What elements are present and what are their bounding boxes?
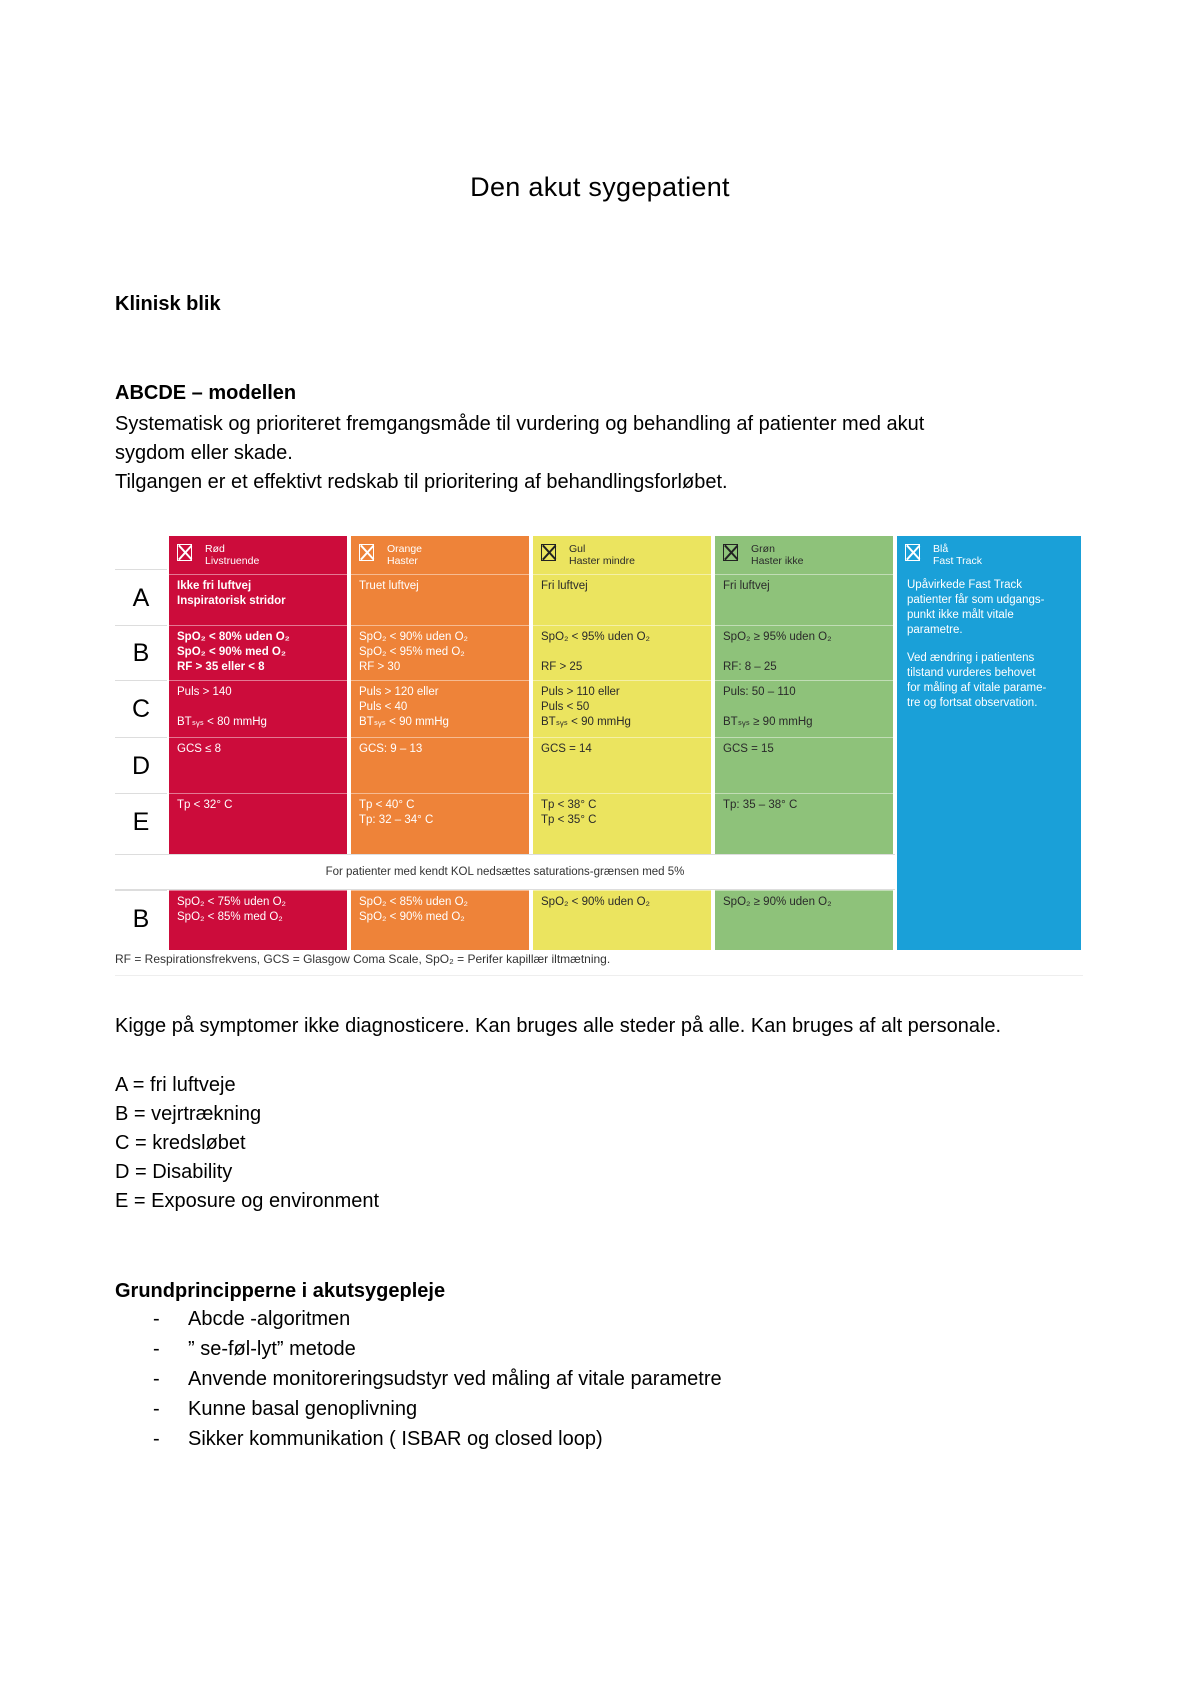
row-letter-b-kol: B bbox=[115, 890, 167, 946]
abcde-line-2: sygdom eller skade. bbox=[115, 442, 293, 464]
checkbox-icon bbox=[905, 544, 920, 561]
cell-orange-b-kol bbox=[351, 890, 529, 950]
cell-yellow-b-kol bbox=[533, 890, 711, 950]
cell-line: BTₛᵧₛ ≥ 90 mmHg bbox=[723, 716, 813, 728]
cell-green-b-kol bbox=[715, 890, 893, 950]
column-subtitle: Haster bbox=[387, 555, 418, 567]
cell-green-b bbox=[715, 625, 893, 680]
cell-line: Tp < 35° C bbox=[541, 814, 597, 826]
fast-track-line: tilstand vurderes behovet bbox=[907, 667, 1036, 679]
cell-line: Fri luftvej bbox=[723, 580, 770, 592]
abcde-description bbox=[115, 410, 924, 497]
abc-item: B = vejrtrækning bbox=[115, 1103, 262, 1125]
grund-heading: Grundprincipperne i akutsygepleje bbox=[115, 1280, 446, 1302]
cell-line: SpO₂ < 75% uden O₂ bbox=[177, 896, 286, 908]
row-letter-b: B bbox=[115, 625, 167, 680]
column-header-yellow bbox=[533, 536, 711, 574]
cell-line: SpO₂ < 95% uden O₂ bbox=[541, 631, 650, 643]
cell-line: Tp: 35 – 38° C bbox=[723, 799, 798, 811]
abc-item: A = fri luftveje bbox=[115, 1074, 236, 1096]
cell-yellow-d bbox=[533, 737, 711, 793]
list-item: - ” se-føl-lyt” metode bbox=[115, 1334, 722, 1364]
triage-column-blue bbox=[897, 536, 1081, 950]
checkbox-icon bbox=[177, 544, 192, 561]
cell-red-b bbox=[169, 625, 347, 680]
row-letter-a: A bbox=[115, 569, 167, 625]
cell-line: Puls < 40 bbox=[359, 701, 408, 713]
klinisk-blik-heading: Klinisk blik bbox=[115, 293, 221, 315]
cell-line: Puls: 50 – 110 bbox=[723, 686, 796, 698]
cell-line: Puls > 140 bbox=[177, 686, 232, 698]
column-subtitle: Fast Track bbox=[933, 555, 983, 567]
fast-track-line: parametre. bbox=[907, 624, 963, 636]
cell-red-b-kol bbox=[169, 890, 347, 950]
column-name: Orange bbox=[387, 543, 423, 555]
checkbox-icon bbox=[541, 544, 556, 561]
abc-item: D = Disability bbox=[115, 1161, 233, 1183]
column-subtitle: Livstruende bbox=[205, 555, 260, 567]
cell-line: BTₛᵧₛ < 90 mmHg bbox=[541, 716, 631, 728]
cell-line: GCS = 14 bbox=[541, 743, 592, 755]
fast-track-line: for måling af vitale parame- bbox=[907, 682, 1047, 694]
cell-line: Truet luftvej bbox=[359, 580, 419, 592]
list-item: - Anvende monitoreringsudstyr ved måling af vitale parametre bbox=[115, 1364, 722, 1394]
fast-track-text bbox=[897, 578, 1056, 711]
abc-item: E = Exposure og environment bbox=[115, 1190, 380, 1212]
cell-line: Puls > 120 eller bbox=[359, 686, 439, 698]
cell-red-e bbox=[169, 793, 347, 854]
row-letter-e: E bbox=[115, 793, 167, 850]
cell-yellow-e bbox=[533, 793, 711, 854]
cell-line: SpO₂ < 90% uden O₂ bbox=[541, 896, 650, 908]
cell-line: GCS = 15 bbox=[723, 743, 774, 755]
grund-list bbox=[115, 1304, 722, 1454]
cell-green-d bbox=[715, 737, 893, 793]
abcde-heading: ABCDE – modellen bbox=[115, 382, 297, 404]
spacer bbox=[907, 638, 1046, 651]
triage-table bbox=[115, 536, 1081, 976]
column-name: Rød bbox=[205, 543, 225, 555]
cell-red-a bbox=[169, 574, 347, 625]
row-letter-d: D bbox=[115, 737, 167, 793]
divider bbox=[115, 975, 1083, 976]
column-subtitle: Haster ikke bbox=[751, 555, 804, 567]
kigge-paragraph bbox=[115, 1012, 1001, 1041]
cell-line: SpO₂ < 95% med O₂ bbox=[359, 646, 465, 658]
cell-yellow-b bbox=[533, 625, 711, 680]
column-header-blue bbox=[897, 536, 1081, 574]
cell-line: SpO₂ < 90% med O₂ bbox=[359, 911, 465, 923]
fast-track-line: Ved ændring i patientens bbox=[907, 652, 1035, 664]
column-header-red bbox=[169, 536, 347, 574]
abc-item: C = kredsløbet bbox=[115, 1132, 246, 1154]
cell-green-a bbox=[715, 574, 893, 625]
abcde-line-3: Tilgangen er et effektivt redskab til prioritering af behandlingsforløbet. bbox=[115, 471, 728, 493]
list-item: - Abcde -algoritmen bbox=[115, 1304, 722, 1334]
cell-red-c bbox=[169, 680, 347, 737]
cell-green-e bbox=[715, 793, 893, 854]
cell-orange-e bbox=[351, 793, 529, 854]
cell-line: GCS ≤ 8 bbox=[177, 743, 222, 755]
cell-line: SpO₂ < 85% med O₂ bbox=[177, 911, 283, 923]
fast-track-line: punkt ikke målt vitale bbox=[907, 609, 1014, 621]
cell-line: SpO₂ < 80% uden O₂ bbox=[177, 631, 290, 643]
cell-line: SpO₂ < 90% med O₂ bbox=[177, 646, 286, 658]
cell-line: Ikke fri luftvej bbox=[177, 580, 252, 592]
abcde-line-1: Systematisk og prioriteret fremgangsmåde til vurdering og behandling af patienter med akut bbox=[115, 413, 925, 435]
column-header-green bbox=[715, 536, 893, 574]
column-subtitle: Haster mindre bbox=[569, 555, 635, 567]
cell-orange-a bbox=[351, 574, 529, 625]
cell-orange-b bbox=[351, 625, 529, 680]
kol-note: For patienter med kendt KOL nedsættes saturations-grænsen med 5% bbox=[115, 854, 895, 890]
page-title: Den akut sygepatient bbox=[470, 172, 730, 202]
checkbox-icon bbox=[723, 544, 738, 561]
cell-line: GCS: 9 – 13 bbox=[359, 743, 423, 755]
kigge-text: Kigge på symptomer ikke diagnosticere. Kan bruges alle steder på alle. Kan bruges af alt personale. bbox=[115, 1015, 1002, 1037]
cell-line: Tp < 38° C bbox=[541, 799, 597, 811]
row-letter-c: C bbox=[115, 680, 167, 737]
cell-red-d bbox=[169, 737, 347, 793]
column-name: Blå bbox=[933, 543, 949, 555]
cell-line: RF > 30 bbox=[359, 661, 401, 673]
column-name: Grøn bbox=[751, 543, 775, 555]
cell-yellow-c bbox=[533, 680, 711, 737]
column-header-orange bbox=[351, 536, 529, 574]
cell-yellow-a bbox=[533, 574, 711, 625]
cell-orange-c bbox=[351, 680, 529, 737]
cell-line: Tp < 32° C bbox=[177, 799, 233, 811]
cell-line: SpO₂ ≥ 95% uden O₂ bbox=[723, 631, 832, 643]
cell-line: SpO₂ ≥ 90% uden O₂ bbox=[723, 896, 832, 908]
fast-track-line: tre og fortsat observation. bbox=[907, 697, 1038, 709]
column-name: Gul bbox=[569, 543, 586, 555]
cell-orange-d bbox=[351, 737, 529, 793]
cell-line: Puls < 50 bbox=[541, 701, 590, 713]
cell-line: BTₛᵧₛ < 90 mmHg bbox=[359, 716, 449, 728]
cell-line: Puls > 110 eller bbox=[541, 686, 620, 698]
cell-line: RF > 25 bbox=[541, 661, 583, 673]
cell-line: Tp < 40° C bbox=[359, 799, 415, 811]
cell-line: RF > 35 eller < 8 bbox=[177, 661, 265, 673]
abc-list bbox=[115, 1071, 379, 1216]
cell-line: SpO₂ < 85% uden O₂ bbox=[359, 896, 468, 908]
fast-track-line: Upåvirkede Fast Track bbox=[907, 579, 1023, 591]
list-item: - Kunne basal genoplivning bbox=[115, 1394, 722, 1424]
cell-line: SpO₂ < 90% uden O₂ bbox=[359, 631, 468, 643]
cell-green-c bbox=[715, 680, 893, 737]
list-item: - Sikker kommunikation ( ISBAR og closed loop) bbox=[115, 1424, 722, 1454]
fast-track-line: patienter får som udgangs- bbox=[907, 594, 1045, 606]
cell-line: Inspiratorisk stridor bbox=[177, 595, 286, 607]
cell-line: BTₛᵧₛ < 80 mmHg bbox=[177, 716, 267, 728]
table-legend: RF = Respirationsfrekvens, GCS = Glasgow Coma Scale, SpO₂ = Perifer kapillær iltmætning. bbox=[115, 952, 611, 966]
checkbox-icon bbox=[359, 544, 374, 561]
cell-line: RF: 8 – 25 bbox=[723, 661, 777, 673]
cell-line: Tp: 32 – 34° C bbox=[359, 814, 434, 826]
cell-line: Fri luftvej bbox=[541, 580, 588, 592]
